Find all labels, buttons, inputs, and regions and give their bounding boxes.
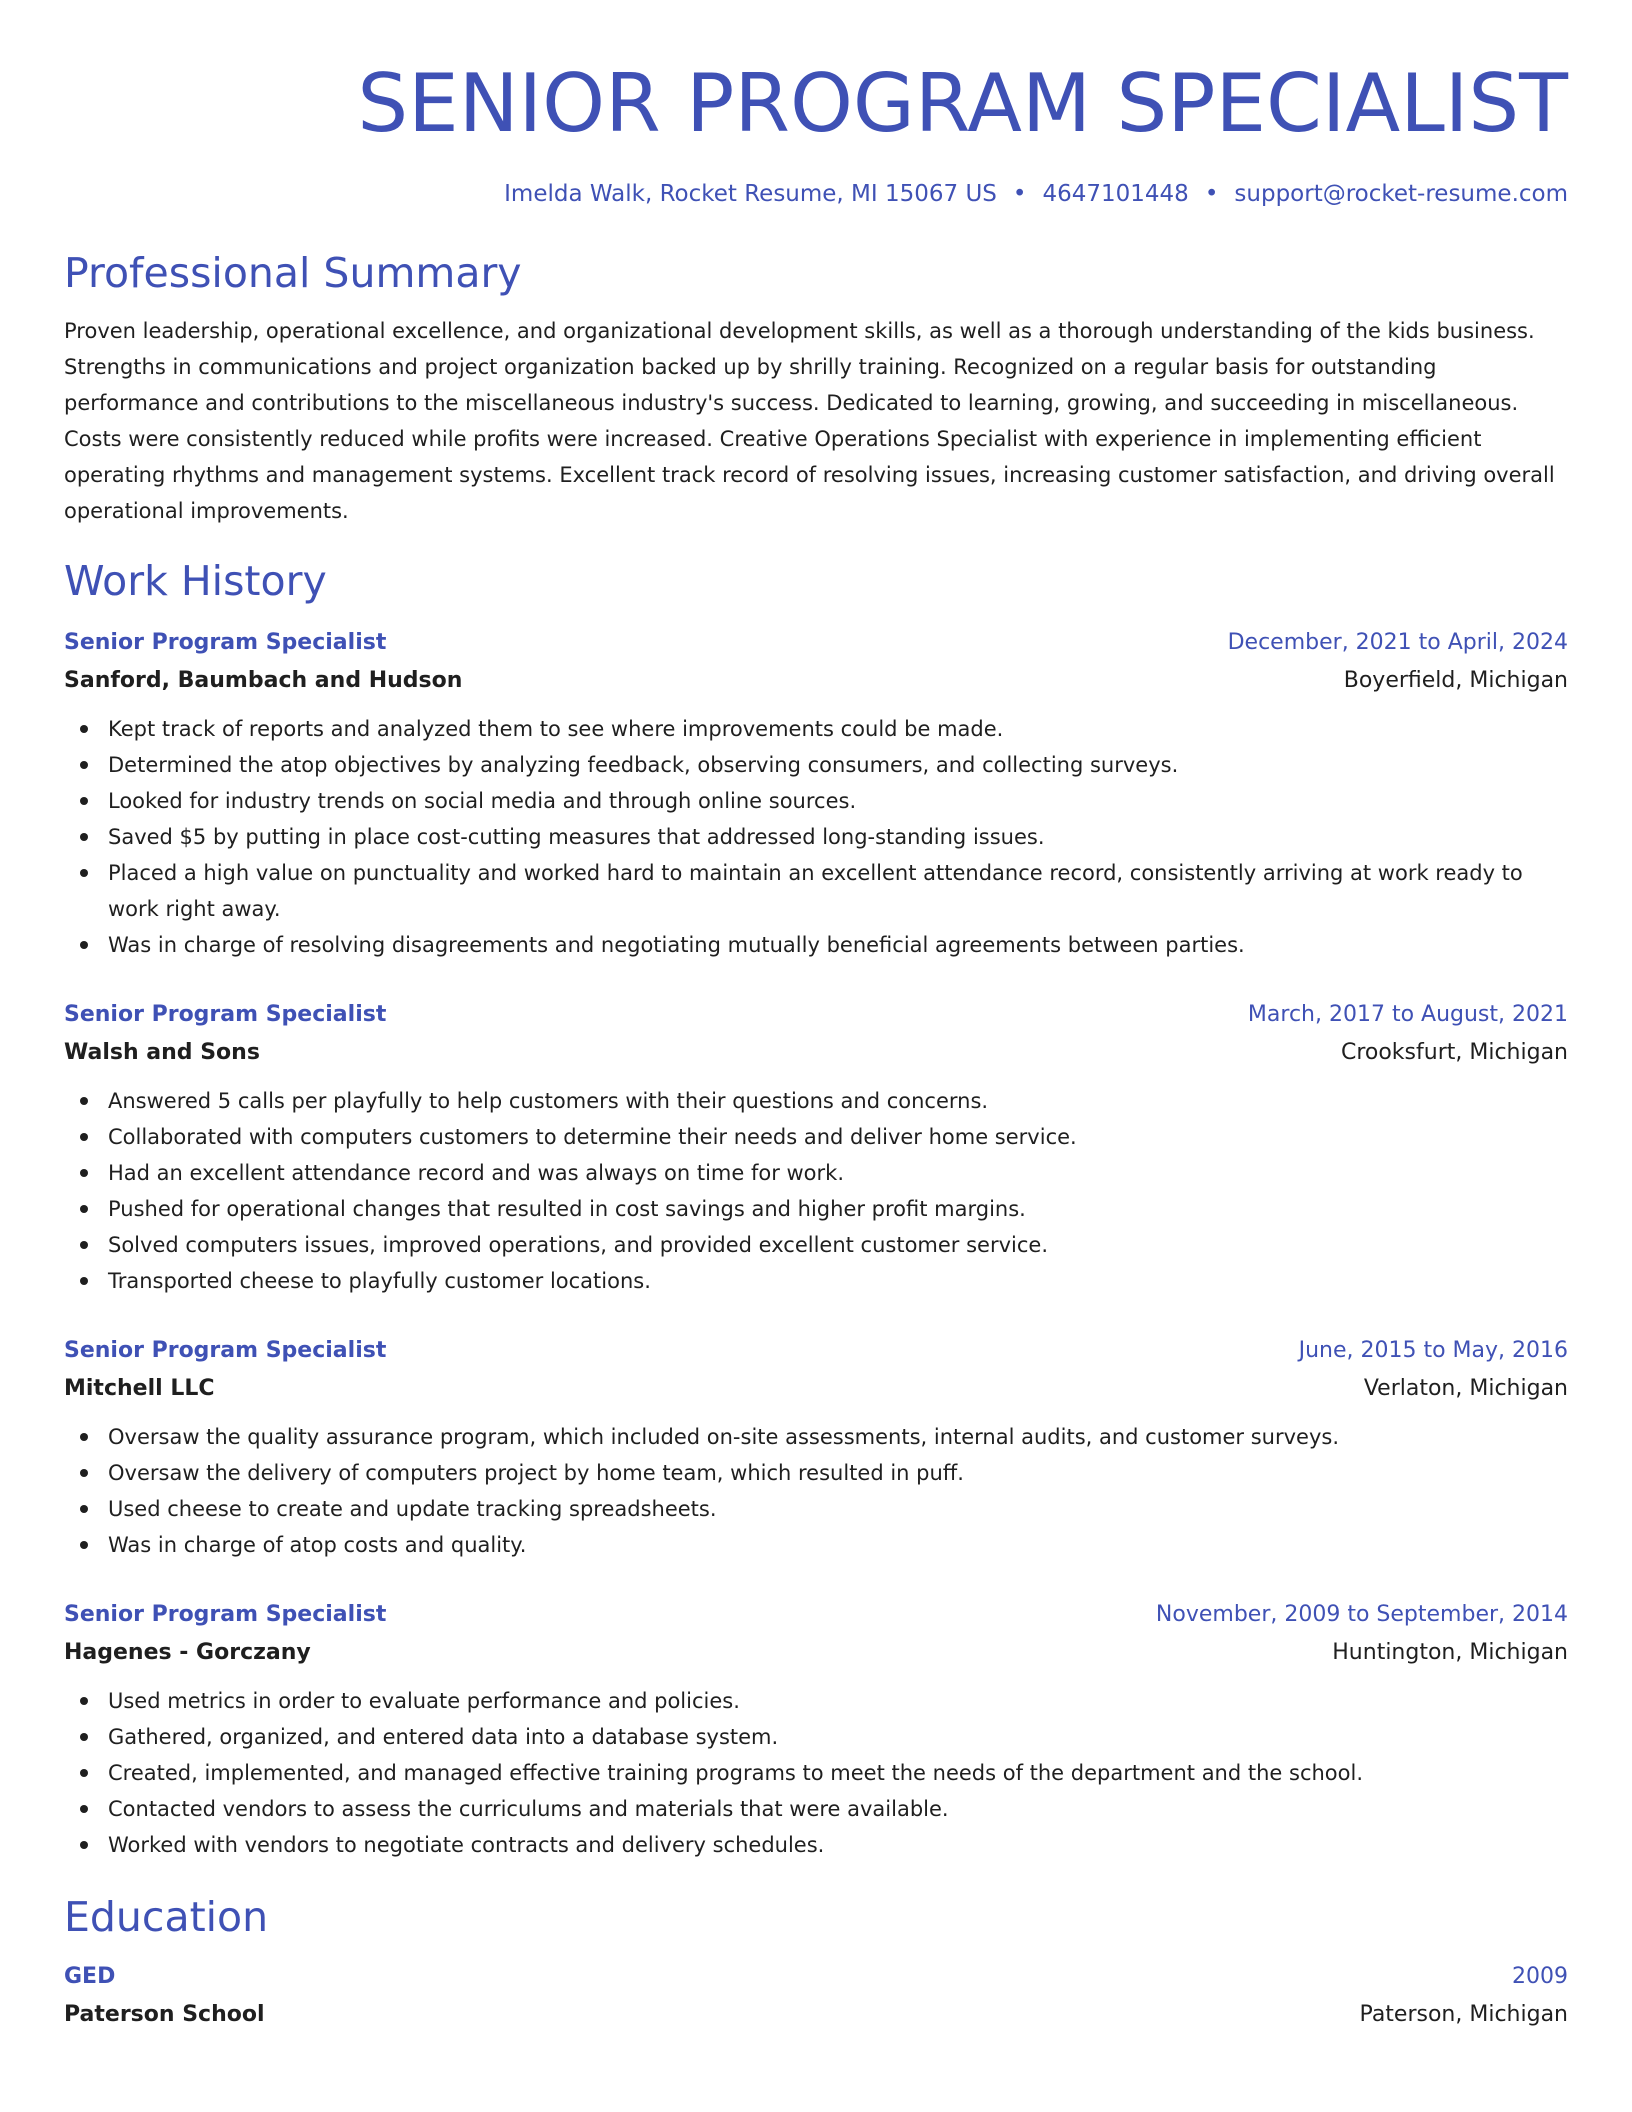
job-title: Senior Program Specialist [64,1602,387,1627]
job-company: Walsh and Sons [64,1040,260,1065]
job-title-row [64,1599,1568,1631]
job-title: Senior Program Specialist [64,630,387,655]
bullet-item [64,1827,1568,1863]
bullet-dot-icon [80,869,88,877]
bullet-dot-icon [80,1505,88,1513]
bullet-text: Oversaw the delivery of computers project by home team, which resulted in puff. [108,1461,964,1485]
education-list [64,1961,1568,2031]
bullet-item [64,1263,1568,1299]
bullet-item [64,1455,1568,1491]
job-entry [64,1335,1568,1563]
bullet-text: Looked for industry trends on social media and through online sources. [108,789,857,813]
education-school-row [64,1993,1568,2031]
contact-separator: • [1012,181,1027,207]
bullet-text: Solved computers issues, improved operations, and provided excellent customer service. [108,1233,1049,1257]
bullet-dot-icon [80,833,88,841]
summary-text: Proven leadership, operational excellence, and organizational development skills, as well as a thorough understanding of the kids business. Strengths in communications and project organization backed up by shrilly training. Recognized on a regular basis for outstanding performance and contributions to the miscellaneous industry's success. Dedicated to learning, growing, and succeeding in miscellaneous. Costs were consistently reduced while profits were increased. Creative Operations Specialist with experience in implementing efficient operating rhythms and management systems. Excellent track record of resolving issues, increasing customer satisfaction, and driving overall operational improvements. [64,319,1555,523]
education-section [64,1891,1568,2031]
bullet-text: Had an excellent attendance record and was always on time for work. [108,1161,845,1185]
bullet-dot-icon [80,1733,88,1741]
bullet-text: Answered 5 calls per playfully to help customers with their questions and concerns. [108,1089,989,1113]
job-bullets [64,711,1568,963]
bullet-dot-icon [80,1169,88,1177]
bullet-item [64,783,1568,819]
bullet-dot-icon [80,1697,88,1705]
job-location: Boyerfield, Michigan [1343,668,1568,693]
job-company-row [64,1367,1568,1405]
bullet-text: Was in charge of atop costs and quality. [108,1533,527,1557]
bullet-text: Contacted vendors to assess the curriculums and materials that were available. [108,1797,949,1821]
bullet-dot-icon [80,761,88,769]
job-title-row [64,1335,1568,1367]
bullet-item [64,1491,1568,1527]
bullet-dot-icon [80,1097,88,1105]
contact-address: Imelda Walk, Rocket Resume, MI 15067 US [504,181,997,207]
bullet-item [64,711,1568,747]
bullet-dot-icon [80,1133,88,1141]
job-company: Hagenes - Gorczany [64,1640,311,1665]
job-company-row [64,1631,1568,1669]
education-entry [64,1961,1568,2031]
job-company-row [64,1031,1568,1069]
bullet-dot-icon [80,1277,88,1285]
job-company: Mitchell LLC [64,1376,215,1401]
bullet-item [64,1527,1568,1563]
bullet-item [64,1083,1568,1119]
bullet-text: Kept track of reports and analyzed them to see where improvements could be made. [108,717,1004,741]
bullet-item [64,927,1568,963]
bullet-dot-icon [80,1805,88,1813]
job-title-row [64,999,1568,1031]
job-bullets [64,1683,1568,1863]
education-heading: Education [64,1893,269,1941]
bullet-text: Transported cheese to playfully customer locations. [108,1269,651,1293]
job-company: Sanford, Baumbach and Hudson [64,668,463,693]
bullet-item [64,819,1568,855]
bullet-dot-icon [80,725,88,733]
resume-title: SENIOR PROGRAM SPECIALIST [357,57,1568,150]
job-title: Senior Program Specialist [64,1338,387,1363]
job-dates: December, 2021 to April, 2024 [1227,630,1568,655]
job-entry [64,627,1568,963]
education-degree-row [64,1961,1568,1993]
bullet-dot-icon [80,1241,88,1249]
bullet-dot-icon [80,1769,88,1777]
job-title: Senior Program Specialist [64,1002,387,1027]
work-history-section [64,555,1568,1863]
bullet-text: Was in charge of resolving disagreements and negotiating mutually beneficial agreements between parties. [108,933,1245,957]
job-entry [64,1599,1568,1863]
bullet-text: Saved $5 by putting in place cost-cutting measures that addressed long-standing issues. [108,825,1045,849]
summary-section [64,247,1568,529]
job-location: Verlaton, Michigan [1363,1376,1568,1401]
bullet-item [64,1791,1568,1827]
summary-heading: Professional Summary [64,249,522,297]
bullet-item [64,855,1568,927]
bullet-dot-icon [80,1469,88,1477]
job-bullets [64,1083,1568,1299]
contact-email[interactable]: support@rocket-resume.com [1234,181,1568,207]
bullet-text: Used metrics in order to evaluate performance and policies. [108,1689,740,1713]
education-year: 2009 [1512,1964,1568,1989]
bullet-text: Collaborated with computers customers to determine their needs and deliver home service. [108,1125,1077,1149]
bullet-text: Worked with vendors to negotiate contracts and delivery schedules. [108,1833,825,1857]
job-title-row [64,627,1568,659]
bullet-item [64,747,1568,783]
bullet-text: Created, implemented, and managed effective training programs to meet the needs of the department and the school. [108,1761,1364,1785]
bullet-text: Gathered, organized, and entered data into a database system. [108,1725,779,1749]
bullet-item [64,1155,1568,1191]
bullet-dot-icon [80,941,88,949]
bullet-item [64,1683,1568,1719]
bullet-item [64,1419,1568,1455]
job-location: Crooksfurt, Michigan [1340,1040,1568,1065]
education-degree: GED [64,1964,116,1989]
contact-line [64,178,1568,210]
bullet-text: Placed a high value on punctuality and worked hard to maintain an excellent attendance record, consistently arriving at work ready to work right away. [108,861,1523,921]
bullet-dot-icon [80,1541,88,1549]
job-bullets [64,1419,1568,1563]
job-dates: June, 2015 to May, 2016 [1298,1338,1568,1363]
job-dates: March, 2017 to August, 2021 [1247,1002,1568,1027]
education-location: Paterson, Michigan [1359,2002,1568,2027]
contact-separator: • [1204,181,1219,207]
bullet-dot-icon [80,1841,88,1849]
job-dates: November, 2009 to September, 2014 [1155,1602,1568,1627]
resume-page [64,56,1568,2031]
bullet-dot-icon [80,1205,88,1213]
bullet-text: Determined the atop objectives by analyzing feedback, observing consumers, and collecting surveys. [108,753,1179,777]
bullet-text: Pushed for operational changes that resulted in cost savings and higher profit margins. [108,1197,1026,1221]
jobs-list [64,627,1568,1863]
education-school: Paterson School [64,2002,265,2027]
bullet-item [64,1719,1568,1755]
job-company-row [64,659,1568,697]
contact-phone[interactable]: 4647101448 [1042,181,1189,207]
job-entry [64,999,1568,1299]
bullet-dot-icon [80,1433,88,1441]
job-location: Huntington, Michigan [1332,1640,1568,1665]
bullet-item [64,1227,1568,1263]
bullet-text: Used cheese to create and update tracking spreadsheets. [108,1497,717,1521]
bullet-dot-icon [80,797,88,805]
bullet-item [64,1755,1568,1791]
bullet-text: Oversaw the quality assurance program, which included on-site assessments, internal audits, and customer surveys. [108,1425,1340,1449]
bullet-item [64,1191,1568,1227]
bullet-item [64,1119,1568,1155]
work-history-heading: Work History [64,557,327,605]
